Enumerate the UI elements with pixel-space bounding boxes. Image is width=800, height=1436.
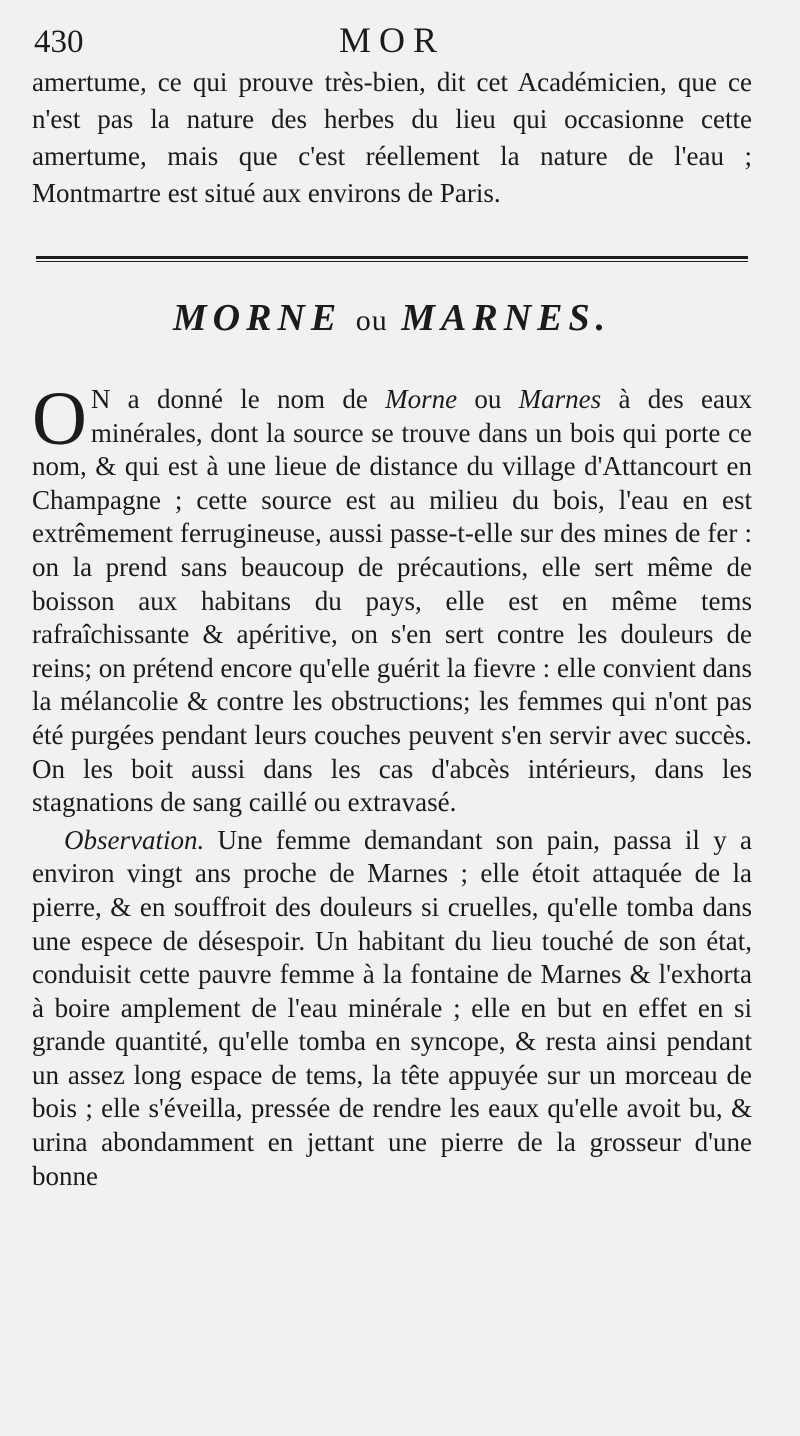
article-paragraph-1: [32, 377, 752, 820]
observation-label: Observation.: [64, 824, 205, 855]
article-paragraph-2: [32, 824, 752, 1194]
p1-text-b: à des eaux minérales, dont la source se trouve dans un bois qui porte ce nom, & qui est à une lieue de distance du village d'Attancourt en Champagne ; cette source est au milieu du bois, l'eau en est extrêmement ferrugineuse, aussi passe-t-elle sur des mines de fer : on la prend sans beaucoup de précautions, elle sert même de boisson aux habitans du pays, elle est en même tems rafraîchissante & apéritive, on s'en sert contre les douleurs de reins; on prétend encore qu'elle guérit la fievre : elle convient dans la mélancolie & contre les obstructions; les femmes qui n'ont pas été purgées pendant leurs couches peuvent s'en servir avec succès. On les boit aussi dans les cas d'abcès intérieurs, dans les stagnations de sang caillé ou extravasé.: [32, 384, 752, 818]
heading-word-marnes: MARNES.: [401, 297, 612, 339]
heading-connector: ou: [355, 304, 388, 337]
page-number: 430: [34, 24, 84, 60]
p1-text-ou: ou: [457, 384, 519, 414]
continuation-paragraph: amertume, ce qui prouve très-bien, dit cet Académicien, que ce n'est pas la nature des herbes du lieu qui occasionne cette amertume, mais que c'est réellement la nature de l'eau ; Montmartre est situé aux environs de Paris.: [32, 67, 752, 208]
heading-word-morne: MORNE: [172, 297, 343, 339]
section-divider: [36, 256, 748, 262]
article-heading: [32, 296, 752, 343]
running-head: [32, 0, 752, 60]
p1-term-morne: Morne: [385, 384, 458, 414]
p2-text: Une femme demandant son pain, passa il y a environ vingt ans proche de Marnes ; elle étoit attaquée de la pierre, & en souffroit des douleurs si cruelles, qu'elle tomba dans une espece de désespoir. Un habitant du lieu touché de son état, conduisit cette pauvre femme à la fontaine de Marnes & l'exhorta à boire amplement de l'eau minérale ; elle en but en effet en si grande quantité, qu'elle tomba en syncope, & resta ainsi pendant un assez long espace de tems, la tête appuyée sur un morceau de bois ; elle s'éveilla, pressée de rendre les eaux qu'elle avoit bu, & urina abondamment en jettant une pierre de la grosseur d'une bonne: [32, 824, 752, 1191]
p1-term-marnes: Marnes: [518, 384, 602, 414]
drop-cap: O: [32, 377, 87, 461]
running-title: MOR: [338, 20, 446, 60]
p1-text-a: N a donné le nom de: [90, 384, 386, 414]
